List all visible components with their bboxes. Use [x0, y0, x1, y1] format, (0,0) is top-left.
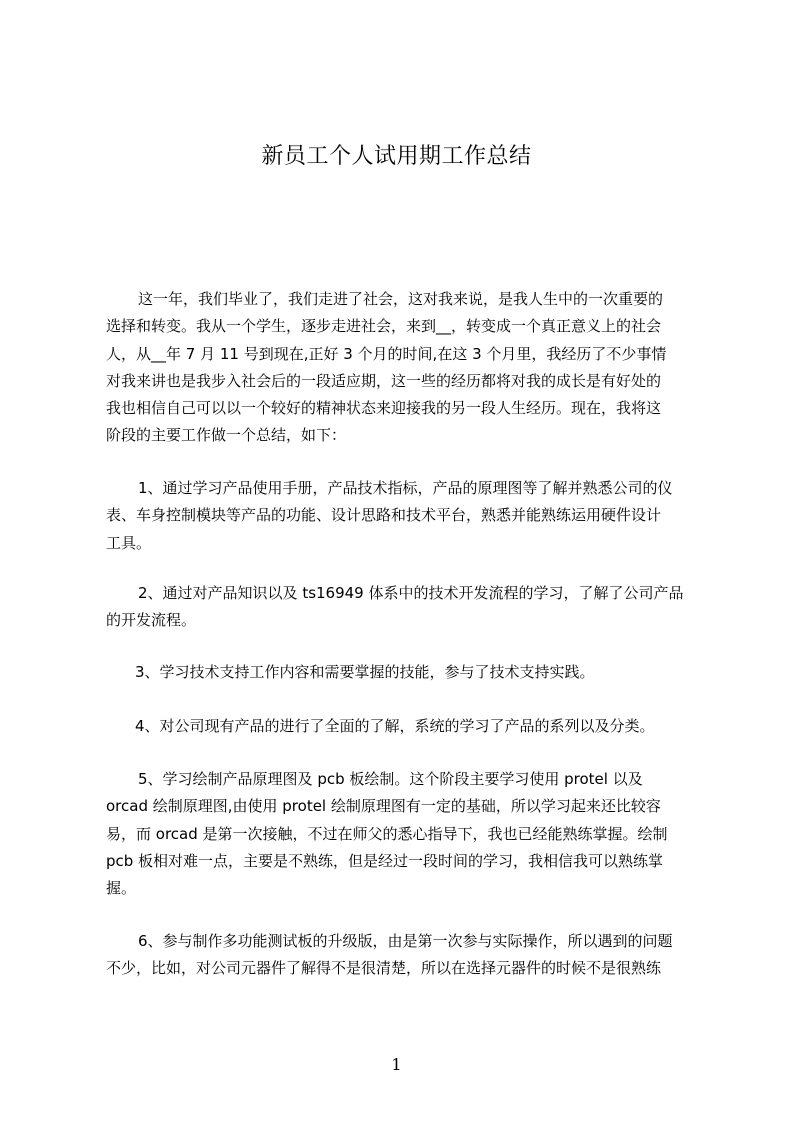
text-line: 易，而 orcad 是第一次接触，不过在师父的悉心指导下，我也已经能熟练掌握。绘制	[106, 824, 668, 843]
list-item-3	[106, 659, 711, 686]
list-item-2	[106, 580, 711, 635]
text-line: 工具。	[106, 533, 152, 552]
text-line: 不少，比如，对公司元器件了解得不是很清楚，所以在选择元器件的时候不是很熟练	[106, 959, 662, 978]
text-line: 1、通过学习产品使用手册，产品技术指标，产品的原理图等了解并熟悉公司的仪	[138, 479, 673, 497]
list-item-4	[106, 713, 711, 740]
text-line: 人，从__年 7 月 11 号到现在,正好 3 个月的时间,在这 3 个月里，我经历了不少事情	[106, 344, 667, 363]
text-line: 4、对公司现有产品的进行了全面的了解，系统的学习了产品的系列以及分类。	[135, 717, 655, 735]
text-line: 2、通过对产品知识以及 ts16949 体系中的技术开发流程的学习，了解了公司产品	[138, 584, 684, 602]
text-line: 我也相信自己可以以一个较好的精神状态来迎接我的另一段人生经历。现在，我将这	[106, 399, 662, 418]
list-item-5	[106, 766, 711, 902]
text-line: 选择和转变。我从一个学生，逐步走进社会，来到__，转变成一个真正意义上的社会	[106, 317, 662, 336]
text-line: pcb 板相对难一点，主要是不熟练，但是经过一段时间的学习，我相信我可以熟练掌	[106, 851, 664, 870]
text-line: 的开发流程。	[106, 611, 197, 630]
text-line: 3、学习技术支持工作内容和需要掌握的技能，参与了技术支持实践。	[135, 663, 595, 681]
text-line: 6、参与制作多功能测试板的升级版，由是第一次参与实际操作，所以遇到的问题	[138, 932, 673, 950]
page-number: 1	[391, 1055, 402, 1074]
list-item-1	[106, 475, 711, 557]
paragraph-intro	[106, 286, 698, 450]
text-line: 阶段的主要工作做一个总结，如下：	[106, 426, 347, 445]
text-line: 对我来讲也是我步入社会后的一段适应期，这一些的经历都将对我的成长是有好处的	[106, 371, 662, 390]
text-line: orcad 绘制原理图,由使用 protel 绘制原理图有一定的基础，所以学习起来还比较容	[106, 797, 661, 816]
page-title: 新员工个人试用期工作总结	[261, 144, 532, 169]
text-line: 表、车身控制模块等产品的功能、设计思路和技术平台，熟悉并能熟练运用硬件设计	[106, 506, 662, 525]
list-item-6	[106, 928, 711, 983]
text-line: 握。	[106, 879, 137, 898]
text-line: 5、学习绘制产品原理图及 pcb 板绘制。这个阶段主要学习使用 protel 以及	[138, 770, 643, 788]
text-line: 这一年，我们毕业了，我们走进了社会，这对我来说，是我人生中的一次重要的	[138, 290, 664, 308]
